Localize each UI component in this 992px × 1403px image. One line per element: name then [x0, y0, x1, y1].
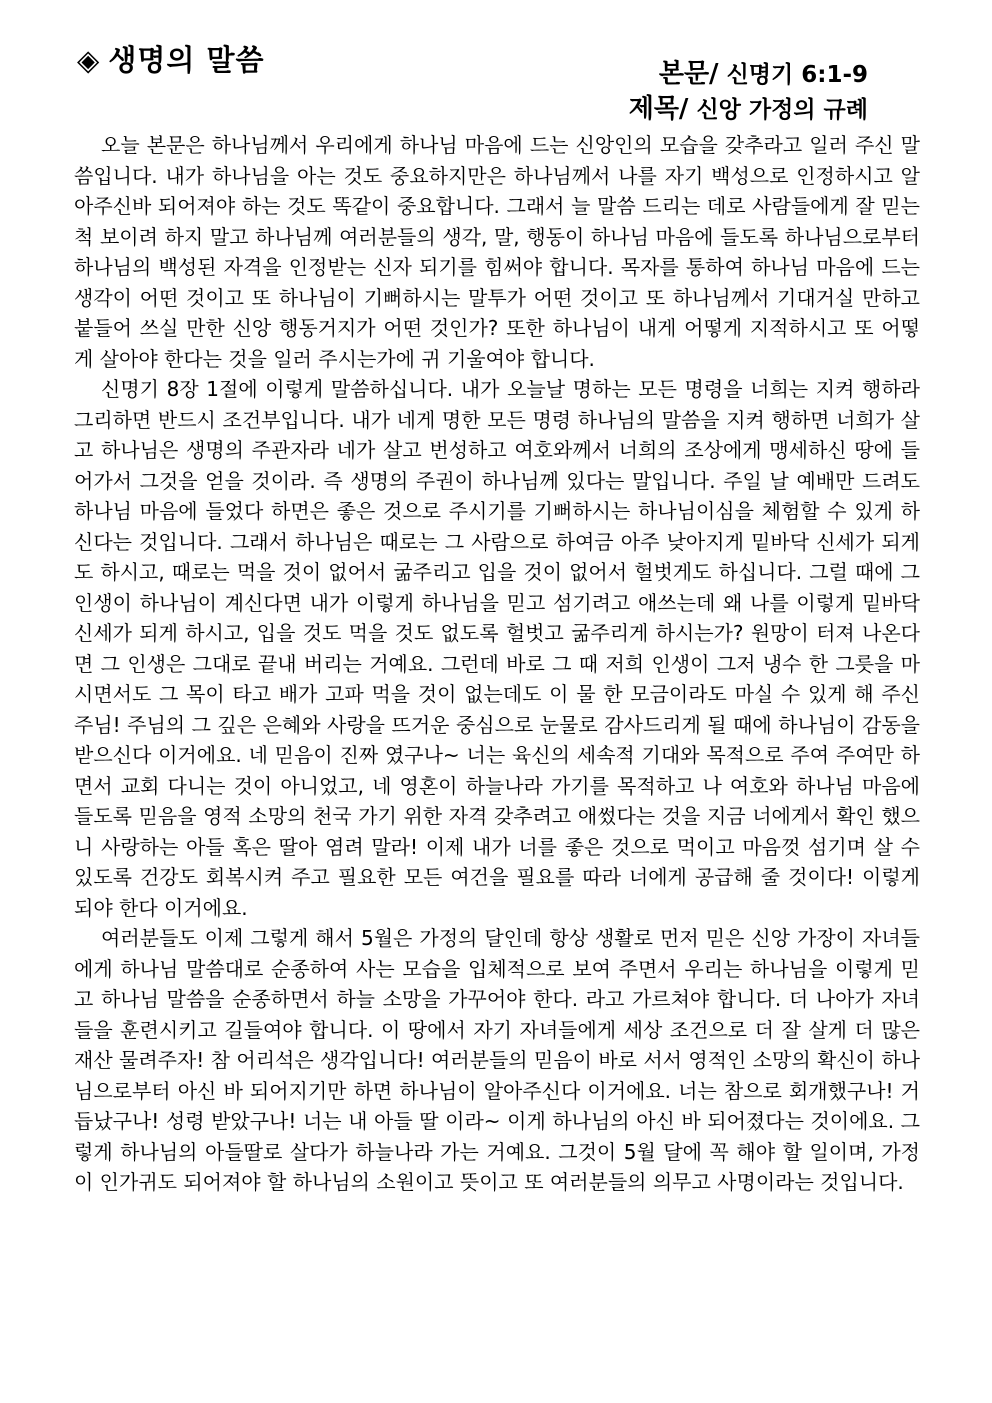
scripture-reference: [659, 53, 868, 90]
diamond-bullet-icon: ◈: [77, 43, 101, 77]
scripture-label: 본문/: [658, 59, 719, 89]
paragraph-1: 오늘 본문은 하나님께서 우리에게 하나님 마음에 드는 신앙인의 모습을 갖추라고 일러 주신 말씀입니다. 내가 하나님을 아는 것도 중요하지만은 하나님께서 나를 자기 백성으로 인정하시고 알아주신바 되어져야 하는 것도 똑같이 중요합니다. 그래서 늘 말씀 드리는 데로 사람들에게 잘 믿는 척 보이려 하지 말고 하나님께 여러분들의 생각, 말, 행동이 하나님 마음에 들도록 하나님으로부터 하나님의 백성된 자격을 인정받는 신자 되기를 힘써야 합니다. 목자를 통하여 하나님 마음에 드는 생각이 어떤 것이고 또 하나님이 기뻐하시는 말투가 어떤 것이고 또 하나님께서 기대거실 만하고 붙들어 쓰실 만한 신앙 행동거지가 어떤 것인가? 또한 하나님이 내게 어떻게 지적하시고 또 어떻게 살아야 한다는 것을 일러 주시는가에 귀 기울여야 합니다.: [74, 133, 920, 371]
sermon-body: [74, 130, 920, 1198]
sermon-header: [0, 0, 992, 125]
paragraph-3: 여러분들도 이제 그렇게 해서 5월은 가정의 달인데 항상 생활로 먼저 믿은 신앙 가장이 자녀들에게 하나님 말씀대로 순종하여 사는 모습을 입체적으로 보여 주면서 우리는 하나님을 이렇게 믿고 하나님 말씀을 순종하면서 하늘 소망을 가꾸어야 한다. 라고 가르쳐야 합니다. 더 나아가 자녀들을 훈련시키고 길들여야 합니다. 이 땅에서 자기 자녀들에게 세상 조건으로 더 잘 살게 더 많은 재산 물려주자! 참 어리석은 생각입니다! 여러분들의 믿음이 바로 서서 영적인 소망의 확신이 하나님으로부터 아신 바 되어지기만 하면 하나님이 알아주신다 이거에요. 너는 참으로 회개했구나! 거듭났구나! 성령 받았구나! 너는 내 아들 딸 이라~ 이게 하나님의 아신 바 되어졌다는 것이에요. 그렇게 하나님의 아들딸로 살다가 하늘나라 가는 거예요. 그것이 5월 달에 꼭 해야 할 일이며, 가정이 인가귀도 되어져야 할 하나님의 소원이고 뜻이고 또 여러분들의 의무고 사명이라는 것입니다.: [74, 926, 920, 1194]
page-title-text: 생명의 말씀: [108, 43, 265, 77]
paragraph-2: 신명기 8장 1절에 이렇게 말씀하십니다. 내가 오늘날 명하는 모든 명령을 너희는 지켜 행하라 그리하면 반드시 조건부입니다. 내가 네게 명한 모든 명령 하나님의 말씀을 지켜 행하면 너희가 살고 하나님은 생명의 주관자라 네가 살고 번성하고 여호와께서 너희의 조상에게 맹세하신 땅에 들어가서 그것을 얻을 것이라. 즉 생명의 주권이 하나님께 있다는 말입니다. 주일 날 예배만 드려도 하나님 마음에 들었다 하면은 좋은 것으로 주시기를 기뻐하시는 하나님이심을 체험할 수 있게 하신다는 것입니다. 그래서 하나님은 때로는 그 사람으로 하여금 아주 낮아지게 밑바닥 신세가 되게도 하시고, 때로는 먹을 것이 없어서 굶주리고 입을 것이 없어서 헐벗게도 하십니다. 그럴 때에 그 인생이 하나님이 계신다면 내가 이렇게 하나님을 믿고 섬기려고 애쓰는데 왜 나를 이렇게 밑바닥 신세가 되게 하시고, 입을 것도 먹을 것도 없도록 헐벗고 굶주리게 하시는가? 원망이 터져 나온다면 그 인생은 그대로 끝내 버리는 거예요. 그런데 바로 그 때 저희 인생이 그저 냉수 한 그릇을 마시면서도 그 목이 타고 배가 고파 먹을 것이 없는데도 이 물 한 모금이라도 마실 수 있게 해 주신 주님! 주님의 그 깊은 은혜와 사랑을 뜨거운 중심으로 눈물로 감사드리게 될 때에 하나님이 감동을 받으신다 이거에요. 네 믿음이 진짜 였구나~ 너는 육신의 세속적 기대와 목적으로 주여 주여만 하면서 교회 다니는 것이 아니었고, 네 영혼이 하늘나라 가기를 목적하고 나 여호와 하나님 마음에 들도록 믿음을 영적 소망의 천국 가기 위한 자격 갖추려고 애썼다는 것을 지금 너에게서 확인 했으니 사랑하는 아들 혹은 딸아 염려 말라! 이제 내가 너를 좋은 것으로 먹이고 마음껏 섬기며 살 수 있도록 건강도 회복시켜 주고 필요한 모든 여건을 필요를 따라 너에게 공급해 줄 것이다! 이렇게 되야 한다 이거에요.: [74, 377, 920, 920]
subject-text: 신앙 가정의 규례: [696, 97, 868, 123]
page-title: [77, 38, 264, 79]
subject-label: 제목/: [628, 94, 689, 124]
sermon-subject: [629, 88, 868, 125]
scripture-ref-text: 신명기 6:1-9: [726, 62, 868, 88]
